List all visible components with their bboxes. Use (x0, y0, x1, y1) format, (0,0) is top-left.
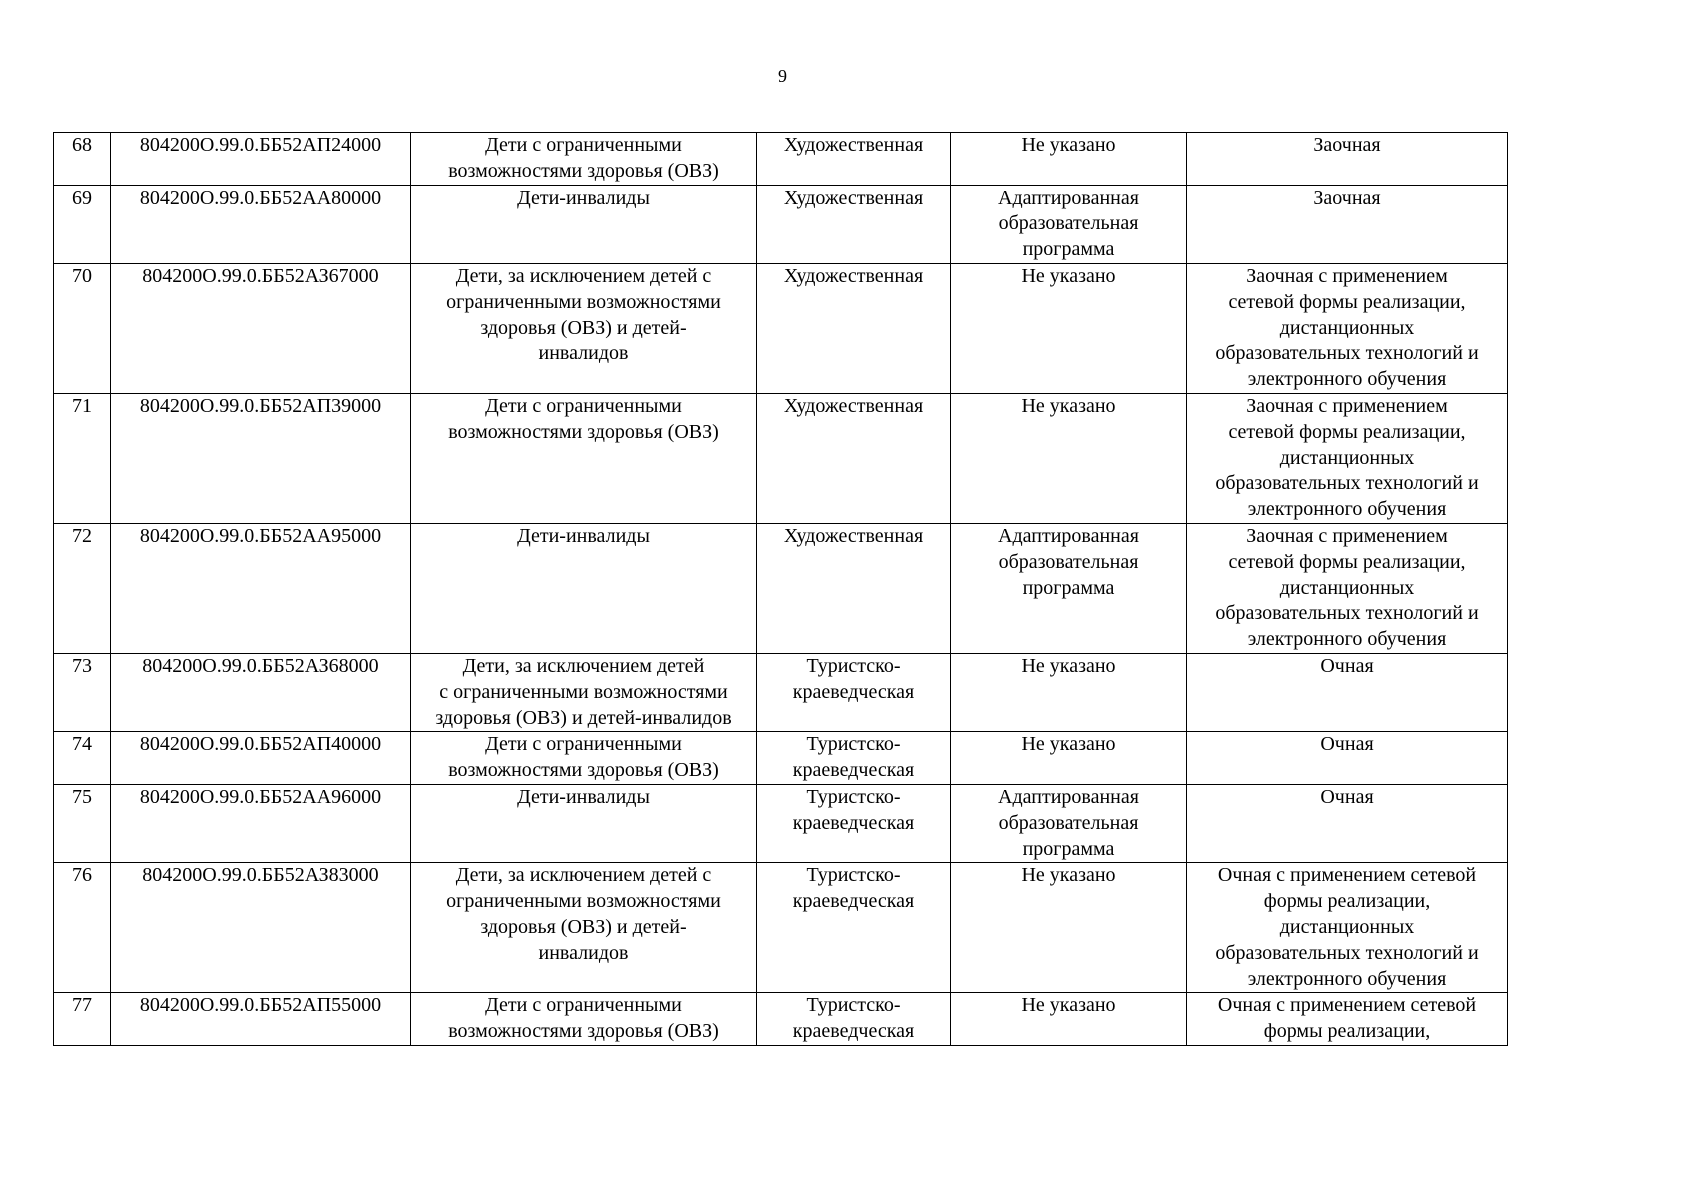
row-number: 72 (54, 523, 111, 653)
program-type (951, 263, 1187, 393)
form-line: Очная (1320, 733, 1374, 756)
direction-line: краеведческая (792, 811, 915, 834)
page-number: 9 (778, 66, 787, 86)
category-line: возможностями здоровья (ОВЗ) (448, 420, 719, 443)
registry-code: 804200О.99.0.ББ52АП24000 (111, 133, 411, 186)
form-line: Заочная (1313, 134, 1381, 156)
category-line: Дети, за исключением детей с (455, 864, 712, 887)
category-line: Дети-инвалиды (517, 785, 650, 808)
program-line: Адаптированная (998, 186, 1139, 209)
program-direction (757, 732, 951, 785)
program-line: Не указано (1021, 654, 1116, 677)
education-form (1187, 653, 1508, 731)
form-line: электронного обучения (1247, 628, 1447, 651)
category-line: Дети с ограниченными (485, 134, 682, 156)
direction-line: Художественная (783, 134, 924, 156)
category-line: Дети, за исключением детей (462, 654, 705, 677)
category-line: Дети-инвалиды (517, 524, 650, 547)
direction-line: краеведческая (792, 759, 915, 782)
education-form (1187, 863, 1508, 993)
program-direction (757, 523, 951, 653)
program-type (951, 993, 1187, 1046)
consumer-category (411, 993, 757, 1046)
program-line: Не указано (1021, 394, 1116, 417)
form-line: дистанционных (1279, 915, 1415, 938)
form-line: Заочная (1313, 186, 1381, 209)
form-line: Заочная с применением (1246, 394, 1448, 417)
form-line: Очная с применением сетевой (1217, 994, 1477, 1017)
category-line: здоровья (ОВЗ) и детей- (480, 915, 687, 938)
program-type (951, 863, 1187, 993)
program-direction (757, 393, 951, 523)
category-line: Дети-инвалиды (517, 186, 650, 209)
program-direction (757, 653, 951, 731)
program-direction (757, 993, 951, 1046)
education-form (1187, 784, 1508, 862)
direction-line: Художественная (783, 186, 924, 209)
education-form (1187, 732, 1508, 785)
category-line: Дети с ограниченными (485, 994, 682, 1017)
form-line: формы реализации, (1263, 1020, 1431, 1043)
education-form (1187, 133, 1508, 186)
category-line: ограниченными возможностями (446, 890, 721, 913)
education-form (1187, 185, 1508, 263)
program-type (951, 732, 1187, 785)
program-direction (757, 263, 951, 393)
program-line: Адаптированная (998, 524, 1139, 547)
category-line: Дети с ограниченными (485, 733, 682, 756)
category-line: Дети, за исключением детей с (455, 264, 712, 287)
direction-line: Художественная (783, 524, 924, 547)
table-row (54, 784, 1508, 862)
consumer-category (411, 133, 757, 186)
education-form (1187, 523, 1508, 653)
program-type (951, 185, 1187, 263)
table-row (54, 653, 1508, 731)
form-line: образовательных технологий и (1215, 941, 1479, 964)
registry-code: 804200О.99.0.ББ52АЗ68000 (111, 653, 411, 731)
direction-line: краеведческая (792, 680, 915, 703)
registry-code: 804200О.99.0.ББ52АП55000 (111, 993, 411, 1046)
category-line: здоровья (ОВЗ) и детей-инвалидов (435, 706, 732, 729)
direction-line: краеведческая (792, 1020, 915, 1043)
services-table (53, 132, 1508, 1046)
category-line: возможностями здоровья (ОВЗ) (448, 759, 719, 782)
form-line: дистанционных (1279, 316, 1415, 339)
row-number: 71 (54, 393, 111, 523)
direction-line: Туристско- (806, 864, 901, 887)
education-form (1187, 993, 1508, 1046)
program-line: образовательная (998, 811, 1139, 834)
program-line: Не указано (1021, 134, 1116, 156)
registry-code: 804200О.99.0.ББ52АА80000 (111, 185, 411, 263)
table-row (54, 523, 1508, 653)
direction-line: Туристско- (806, 785, 901, 808)
direction-line: Художественная (783, 264, 924, 287)
program-line: Не указано (1021, 994, 1116, 1017)
form-line: образовательных технологий и (1215, 342, 1479, 365)
form-line: сетевой формы реализации, (1228, 550, 1466, 573)
program-direction (757, 133, 951, 186)
program-line: программа (1022, 576, 1115, 599)
category-line: здоровья (ОВЗ) и детей- (480, 316, 687, 339)
program-type (951, 393, 1187, 523)
direction-line: Туристско- (806, 654, 901, 677)
row-number: 70 (54, 263, 111, 393)
consumer-category (411, 185, 757, 263)
consumer-category (411, 263, 757, 393)
consumer-category (411, 784, 757, 862)
registry-code: 804200О.99.0.ББ52АА96000 (111, 784, 411, 862)
program-direction (757, 784, 951, 862)
program-line: Не указано (1021, 864, 1116, 887)
program-line: образовательная (998, 212, 1139, 235)
education-form (1187, 263, 1508, 393)
registry-code: 804200О.99.0.ББ52АА95000 (111, 523, 411, 653)
row-number: 74 (54, 732, 111, 785)
form-line: Очная с применением сетевой (1217, 864, 1477, 887)
direction-line: Туристско- (806, 994, 901, 1017)
registry-code: 804200О.99.0.ББ52АЗ67000 (111, 263, 411, 393)
form-line: электронного обучения (1247, 498, 1447, 521)
form-line: образовательных технологий и (1215, 472, 1479, 495)
form-line: электронного обучения (1247, 967, 1447, 990)
form-line: Очная (1320, 654, 1374, 677)
program-direction (757, 185, 951, 263)
program-type (951, 523, 1187, 653)
program-line: образовательная (998, 550, 1139, 573)
registry-code: 804200О.99.0.ББ52АП39000 (111, 393, 411, 523)
program-line: Не указано (1021, 733, 1116, 756)
direction-line: краеведческая (792, 890, 915, 913)
category-line: инвалидов (538, 941, 629, 964)
row-number: 69 (54, 185, 111, 263)
category-line: возможностями здоровья (ОВЗ) (448, 1020, 719, 1043)
form-line: электронного обучения (1247, 368, 1447, 391)
consumer-category (411, 653, 757, 731)
form-line: образовательных технологий и (1215, 602, 1479, 625)
registry-code: 804200О.99.0.ББ52АЗ83000 (111, 863, 411, 993)
program-line: программа (1022, 837, 1115, 860)
category-line: Дети с ограниченными (485, 394, 682, 417)
education-form (1187, 393, 1508, 523)
row-number: 76 (54, 863, 111, 993)
row-number: 75 (54, 784, 111, 862)
program-type (951, 653, 1187, 731)
form-line: Очная (1320, 785, 1374, 808)
table-row (54, 732, 1508, 785)
program-direction (757, 863, 951, 993)
program-type (951, 133, 1187, 186)
form-line: сетевой формы реализации, (1228, 420, 1466, 443)
form-line: сетевой формы реализации, (1228, 290, 1466, 313)
direction-line: Туристско- (806, 733, 901, 756)
table-row (54, 993, 1508, 1046)
program-line: Адаптированная (998, 785, 1139, 808)
row-number: 77 (54, 993, 111, 1046)
table-row (54, 133, 1508, 186)
form-line: дистанционных (1279, 446, 1415, 469)
consumer-category (411, 393, 757, 523)
row-number: 68 (54, 133, 111, 186)
consumer-category (411, 523, 757, 653)
row-number: 73 (54, 653, 111, 731)
consumer-category (411, 732, 757, 785)
consumer-category (411, 863, 757, 993)
form-line: формы реализации, (1263, 890, 1431, 913)
program-type (951, 784, 1187, 862)
category-line: возможностями здоровья (ОВЗ) (448, 159, 719, 182)
table-row (54, 185, 1508, 263)
table-row (54, 393, 1508, 523)
category-line: ограниченными возможностями (446, 290, 721, 313)
form-line: дистанционных (1279, 576, 1415, 599)
table-row (54, 263, 1508, 393)
program-line: Не указано (1021, 264, 1116, 287)
program-line: программа (1022, 238, 1115, 261)
direction-line: Художественная (783, 394, 924, 417)
table-row (54, 863, 1508, 993)
category-line: инвалидов (538, 342, 629, 365)
form-line: Заочная с применением (1246, 264, 1448, 287)
category-line: с ограниченными возможностями (439, 680, 728, 703)
registry-code: 804200О.99.0.ББ52АП40000 (111, 732, 411, 785)
form-line: Заочная с применением (1246, 524, 1448, 547)
